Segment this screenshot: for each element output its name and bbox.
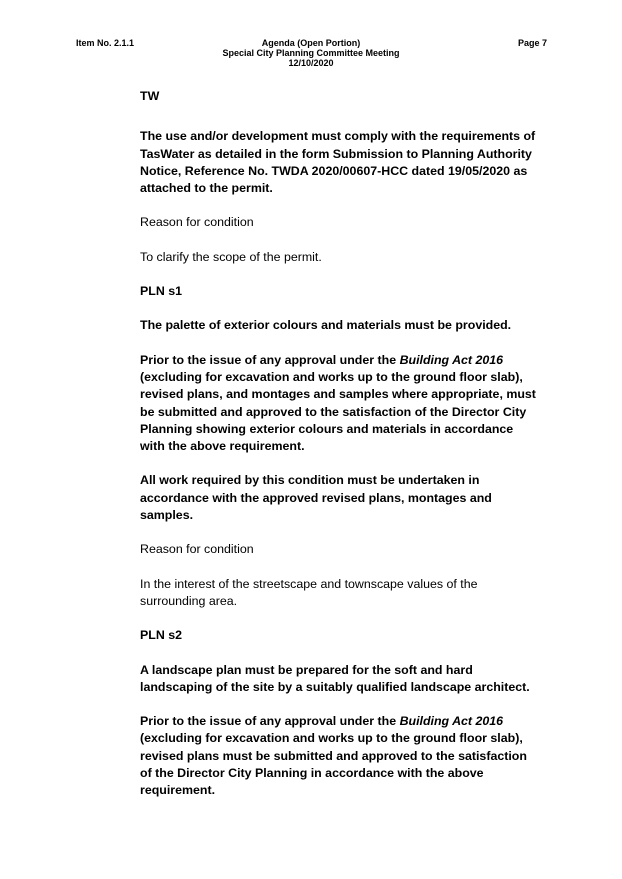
pln-s2-prior-approval [140, 713, 540, 799]
pln-s2-act-name: Building Act 2016 [399, 714, 504, 729]
meeting-date: 12/10/2020 [288, 58, 334, 68]
pln-s1-act-name: Building Act 2016 [399, 352, 504, 367]
pln-s1-prior-after: (excluding for excavation and works up to the ground floor slab), revised plans, and montages and samples where appropriate, must be submitted and approved to the satisfaction of the Director City Planning showing exterior colours and materials in accordance with the above requirement. [140, 369, 536, 454]
pln-s1-condition: The palette of exterior colours and materials must be provided. [140, 318, 512, 333]
pln-s1-heading: PLN s1 [140, 284, 183, 299]
item-number: Item No. 2.1.1 [76, 38, 135, 48]
meeting-name: Special City Planning Committee Meeting [222, 48, 400, 58]
pln-s2-condition: A landscape plan must be prepared for the soft and hard landscaping of the site by a suitably qualified landscape architect. [140, 662, 530, 694]
tw-condition: The use and/or development must comply with the requirements of TasWater as detailed in the form Submission to Planning Authority Notice, Reference No. TWDA 2020/00607-HCC dated 19/05/2020 as attached to the permit. [140, 129, 536, 196]
pln-s1-all-work: All work required by this condition must be undertaken in accordance with the approved revised plans, montages and samples. [140, 473, 492, 523]
pln-s2-prior-after: (excluding for excavation and works up to the ground floor slab), revised plans must be submitted and approved to the satisfaction of the Director City Planning in accordance with the above requirement. [140, 731, 527, 798]
pln-s2-prior-before: Prior to the issue of any approval under the [140, 714, 400, 729]
tw-reason-text: To clarify the scope of the permit. [140, 249, 322, 264]
pln-s1-prior-before: Prior to the issue of any approval under the [140, 352, 400, 367]
tw-heading: TW [140, 89, 160, 103]
pln-s2-heading: PLN s2 [140, 628, 183, 643]
pln-s1-prior-approval [140, 352, 540, 456]
document-body [140, 88, 540, 800]
pln-s1-reason-label: Reason for condition [140, 542, 254, 557]
tw-reason-label: Reason for condition [140, 215, 254, 230]
agenda-title: Agenda (Open Portion) [261, 38, 361, 48]
pln-s1-reason-text: In the interest of the streetscape and townscape values of the surrounding area. [140, 576, 478, 608]
page-number: Page 7 [517, 38, 547, 48]
